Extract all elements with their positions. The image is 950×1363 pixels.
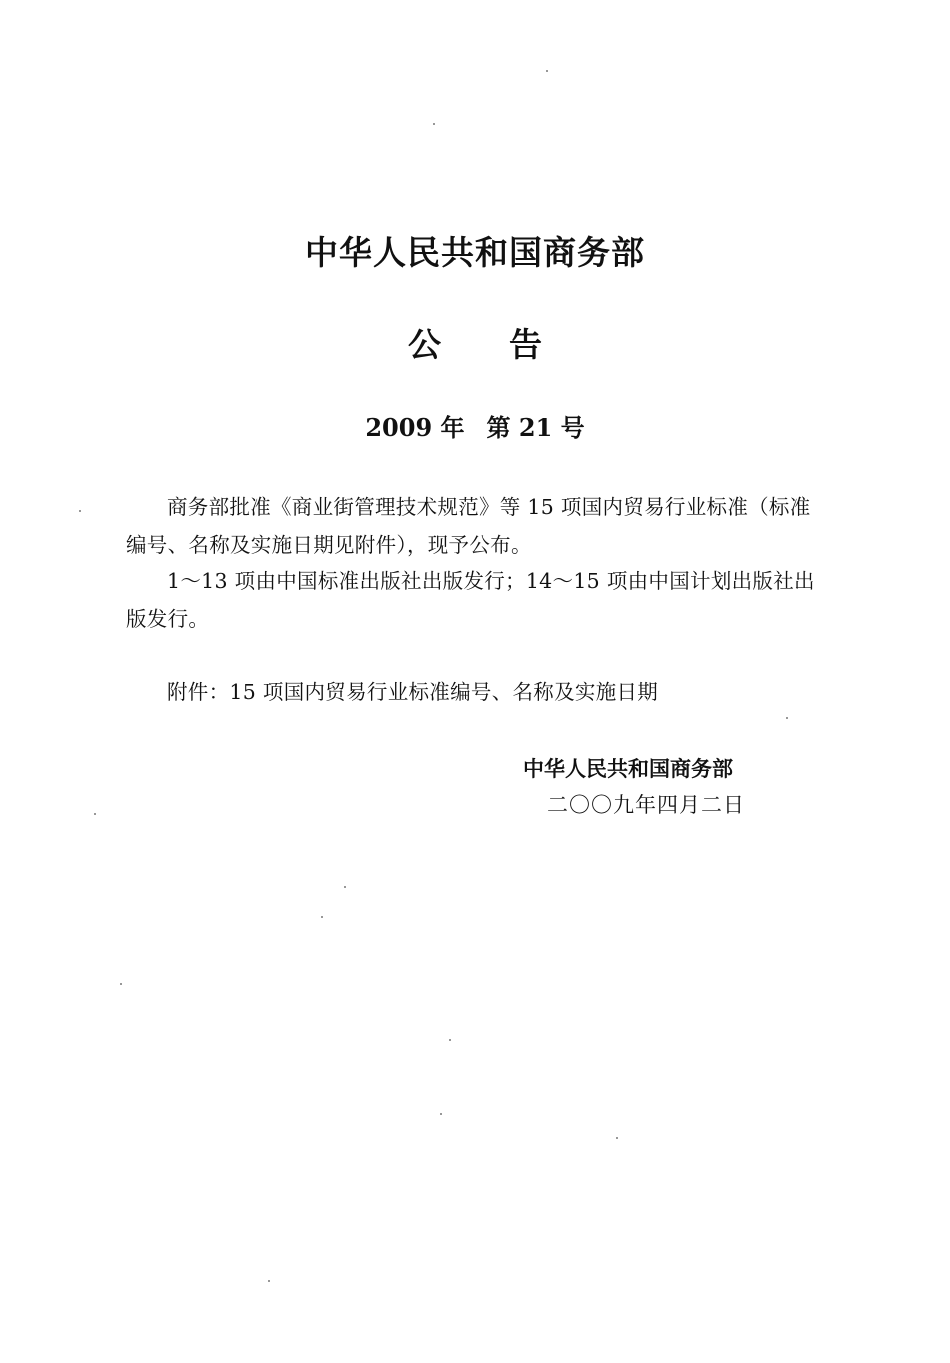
scan-speck [94, 813, 96, 815]
notice-number [0, 408, 950, 448]
notice-title-char-2: 告 [509, 325, 542, 364]
body-paragraph-publishers [126, 562, 826, 638]
scan-speck [440, 1113, 442, 1115]
scan-speck [79, 510, 81, 512]
issue-date: 二〇〇九年四月二日 [547, 793, 745, 817]
notice-issue-number: 第 21 号 [486, 413, 585, 442]
paragraph-text: 商务部批准《商业街管理技术规范》等 15 项国内贸易行业标准（标准编号、名称及实施日期见附件），现予公布。 [126, 495, 811, 557]
scan-speck [321, 916, 323, 918]
scan-speck [433, 123, 435, 125]
attachment-text: 附件：15 项国内贸易行业标准编号、名称及实施日期 [167, 680, 659, 704]
scan-speck [616, 1137, 618, 1139]
scan-speck [449, 1039, 451, 1041]
scan-speck [268, 1280, 270, 1282]
scan-speck [546, 70, 548, 72]
ministry-title: 中华人民共和国商务部 [305, 233, 645, 272]
signatory: 中华人民共和国商务部 [523, 757, 733, 781]
scan-speck [120, 983, 122, 985]
attachment-line [126, 673, 826, 711]
notice-year: 2009 年 [365, 413, 465, 442]
scan-speck [786, 717, 788, 719]
notice-title [0, 320, 950, 370]
paragraph-text: 1～13 项由中国标准出版社出版发行；14～15 项由中国计划出版社出版发行。 [126, 569, 815, 631]
body-paragraph-approval [126, 488, 826, 564]
scan-speck [344, 886, 346, 888]
notice-title-char-1: 公 [408, 325, 441, 364]
